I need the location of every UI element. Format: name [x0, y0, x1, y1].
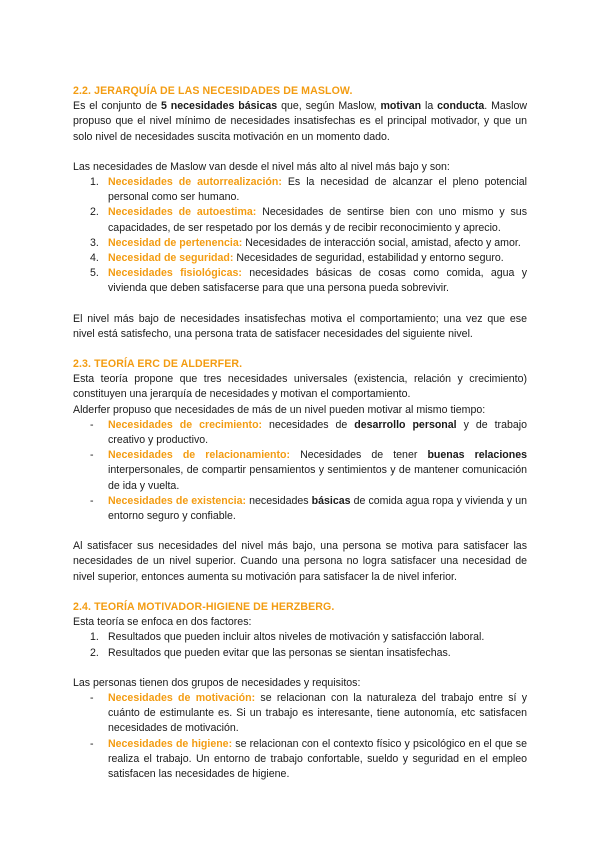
section-heading-herzberg: 2.4. TEORÍA MOTIVADOR-HIGIENE DE HERZBERG.	[73, 600, 335, 613]
alderfer-definition-paragraph: Esta teoría propone que tres necesidades universales (existencia, relación y crecimiento) constituyen una jerarquía de necesidades y motivan el comportamiento.	[73, 373, 527, 401]
list-item: 1. Resultados que pueden incluir altos niveles de motivación y satisfacción laboral.	[90, 631, 485, 644]
list-item: 3. Necesidad de pertenencia: Necesidades de interacción social, amistad, afecto y amor.	[90, 236, 521, 249]
list-item: - Necesidades de motivación: se relacionan con la naturaleza del trabajo entre sí y cuánto de estimulante es. Si un trabajo es interesante, tiene autonomía, etc satisfacen necesidades de motivación.	[90, 691, 528, 735]
alderfer-needs-list	[73, 418, 527, 524]
list-item: 2. Necesidades de autoestima: Necesidades de sentirse bien con uno mismo y sus capacidades, de ser respetado por los demás y de recibir reconocimiento y aprecio.	[90, 206, 527, 234]
herzberg-groups-paragraph: Las personas tienen dos grupos de necesidades y requisitos:	[73, 676, 361, 689]
list-item: - Necesidades de relacionamiento: Necesidades de tener buenas relaciones interpersonales, de compartir pensamientos y sentimientos y de mantener comunicación de ida y vuelta.	[90, 449, 527, 492]
maslow-intro-paragraph: Las necesidades de Maslow van desde el nivel más alto al nivel más bajo y son:	[73, 160, 450, 173]
herzberg-intro-paragraph: Esta teoría se enfoca en dos factores:	[73, 616, 252, 629]
herzberg-needs-list	[73, 691, 527, 782]
list-item: 2. Resultados que pueden evitar que las personas se sientan insatisfechas.	[90, 646, 451, 659]
maslow-closing-paragraph: El nivel más bajo de necesidades insatisfechas motiva el comportamiento; una vez que ese nivel está satisfecho, una persona trata de satisfacer necesidades del siguiente nivel.	[73, 312, 527, 340]
maslow-definition-paragraph: Es el conjunto de 5 necesidades básicas que, según Maslow, motivan la conducta. Maslow propuso que el nivel mínimo de necesidades insatisfechas es el principal motivador, y que un solo nivel de necesidades suscita motivación en un momento dado.	[73, 100, 527, 143]
herzberg-factors-list	[73, 630, 527, 660]
list-item: 4. Necesidad de seguridad: Necesidades de seguridad, estabilidad y entorno seguro.	[90, 252, 504, 265]
section-heading-maslow: 2.2. JERARQUÍA DE LAS NECESIDADES DE MASLOW.	[73, 85, 353, 97]
list-item: 1. Necesidades de autorrealización: Es la necesidad de alcanzar el pleno potencial personal como ser humano.	[90, 176, 527, 204]
section-heading-alderfer: 2.3. TEORÍA ERC DE ALDERFER.	[73, 358, 243, 371]
document-page	[73, 84, 527, 782]
list-item: 5. Necesidades fisiológicas: necesidades básicas de cosas como comida, agua y vivienda que deben satisfacerse para que una persona pueda sobrevivir.	[90, 267, 527, 295]
alderfer-intro-paragraph: Alderfer propuso que necesidades de más de un nivel pueden motivar al mismo tiempo:	[73, 403, 486, 416]
alderfer-closing-paragraph: Al satisfacer sus necesidades del nivel más bajo, una persona se motiva para satisfacer las necesidades de un nivel superior. Cuando una persona no logra satisfacer una necesidad de nivel superior, entonces aumenta su motivación para satisfacer la de nivel inferior.	[73, 540, 527, 583]
list-item: - Necesidades de existencia: necesidades básicas de comida agua ropa y vivienda y un entorno seguro y confiable.	[90, 494, 528, 523]
list-item: - Necesidades de crecimiento: necesidades de desarrollo personal y de trabajo creativo y productivo.	[90, 418, 527, 447]
maslow-needs-list	[73, 175, 527, 297]
list-item: - Necesidades de higiene: se relacionan con el contexto físico y psicológico en el que se realiza el trabajo. Un entorno de trabajo confortable, sueldo y seguridad en el empleo satisfacen las necesidades de higiene.	[90, 737, 527, 780]
